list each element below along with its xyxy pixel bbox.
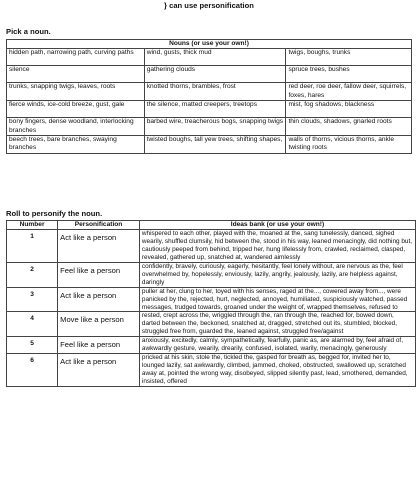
noun-cell: wind, gusts, thick mud bbox=[144, 49, 286, 66]
table-row bbox=[7, 337, 416, 354]
table-row bbox=[7, 354, 416, 387]
ideas-cell: puller at her, clung to her, toyed with his senses, raged at the..., cowered away from..., were panicked by the, rejected, hurt, neglected, annoyed, humiliated, suspiciously watched, passed messages, trudged towards, groaned under the weight of, wrapped themselves, refused to bbox=[139, 287, 415, 312]
personification-table bbox=[6, 220, 416, 387]
noun-cell: trunks, snapping twigs, leaves, roots bbox=[7, 83, 145, 101]
roll-number: 3 bbox=[7, 287, 58, 312]
table-row bbox=[7, 118, 412, 136]
noun-cell: barbed wire, treacherous bogs, snapping twigs bbox=[144, 118, 286, 136]
noun-cell: the silence, matted creepers, treetops bbox=[144, 101, 286, 118]
table-row bbox=[7, 101, 412, 118]
noun-cell: twisted boughs, tall yew trees, shifting shapes, bbox=[144, 136, 286, 154]
roll-number: 4 bbox=[7, 312, 58, 337]
noun-cell: fierce winds, ice-cold breeze, gust, gale bbox=[7, 101, 145, 118]
table-row bbox=[7, 230, 416, 263]
noun-cell: knotted thorns, brambles, frost bbox=[144, 83, 286, 101]
noun-cell: thin clouds, shadows, gnarled roots bbox=[286, 118, 412, 136]
roll-number: 6 bbox=[7, 354, 58, 387]
personification-type: Feel like a person bbox=[58, 263, 140, 288]
ideas-cell: rested, crept across the, wriggled through the, ran through the, reached for, bowed down, darted between the, beckoned, snatched at, dragged, stretched out its, stumbled, blocked, struggled free from, guarded the, leaned against, struggled free/against bbox=[139, 312, 415, 337]
noun-cell: bony fingers, dense woodland, interlocking branches bbox=[7, 118, 145, 136]
personification-type: Act like a person bbox=[58, 287, 140, 312]
table-row bbox=[7, 66, 412, 83]
noun-cell: hidden path, narrowing path, curving paths bbox=[7, 49, 145, 66]
personification-type: Move like a person bbox=[58, 312, 140, 337]
column-header-number: Number bbox=[7, 221, 58, 230]
ideas-cell: anxiously, excitedly, calmly, sympathetically, fearfully, panic as, are alarmed by, feel afraid of, awkwardly gesture, wearily, drearily, confused, isolated, warily, menacingly, generously bbox=[139, 337, 415, 354]
nouns-table bbox=[6, 39, 412, 154]
ideas-cell: pricked at his skin, stole the, tickled the, gasped for breath as, begged for, invited her to, lounged lazily, sat awkwardly, climbed, jammed, choked, obstructed, swallowed up, scratched away at, pointed the wrong way, disobeyed, slipped silently past, lead, smothered, demanded, insisted, offered bbox=[139, 354, 415, 387]
ideas-cell: whispered to each other, played with the, moaned at the, sang tunelessly, danced, sighed wearily, shuffled clumsily, hid between the, stood in his way, leaned menacingly, did nothing but, cautiously peeped from behind, tripped her, hung lifelessly from, crawled, reclaimed, clasped, revealed, gathered up, snatched at, wandered aimlessly bbox=[139, 230, 415, 263]
column-header-ideas: Ideas bank (or use your own!) bbox=[139, 221, 415, 230]
page-title: } can use personification bbox=[164, 1, 254, 10]
nouns-table-header: Nouns (or use your own!) bbox=[7, 40, 412, 49]
noun-cell: twigs, boughs, trunks bbox=[286, 49, 412, 66]
noun-cell: silence bbox=[7, 66, 145, 83]
table-row bbox=[7, 136, 412, 154]
roll-number: 2 bbox=[7, 263, 58, 288]
personification-type: Feel like a person bbox=[58, 337, 140, 354]
personification-type: Act like a person bbox=[58, 230, 140, 263]
noun-cell: spruce trees, bushes bbox=[286, 66, 412, 83]
column-header-personification: Personification bbox=[58, 221, 140, 230]
roll-number: 1 bbox=[7, 230, 58, 263]
ideas-cell: confidently, bravely, curiously, eagerly, hesitantly, feel lonely without, are nervous as the, feel overwhelmed by, hopelessly, enviously, lazily, angrily, jealously, lazily, are helpless against, daringly bbox=[139, 263, 415, 288]
table-row bbox=[7, 287, 416, 312]
roll-heading: Roll to personify the noun. bbox=[6, 209, 103, 218]
table-row bbox=[7, 312, 416, 337]
noun-cell: mist, fog shadows, blackness bbox=[286, 101, 412, 118]
table-row bbox=[7, 83, 412, 101]
noun-cell: red deer, roe deer, fallow deer, squirrels, foxes, hares bbox=[286, 83, 412, 101]
pick-noun-heading: Pick a noun. bbox=[6, 27, 51, 36]
table-row bbox=[7, 49, 412, 66]
noun-cell: gathering clouds bbox=[144, 66, 286, 83]
noun-cell: walls of thorns, vicious thorns, ankle twisting roots bbox=[286, 136, 412, 154]
table-row bbox=[7, 263, 416, 288]
noun-cell: beech trees, bare branches, swaying branches bbox=[7, 136, 145, 154]
roll-number: 5 bbox=[7, 337, 58, 354]
personification-type: Act like a person bbox=[58, 354, 140, 387]
